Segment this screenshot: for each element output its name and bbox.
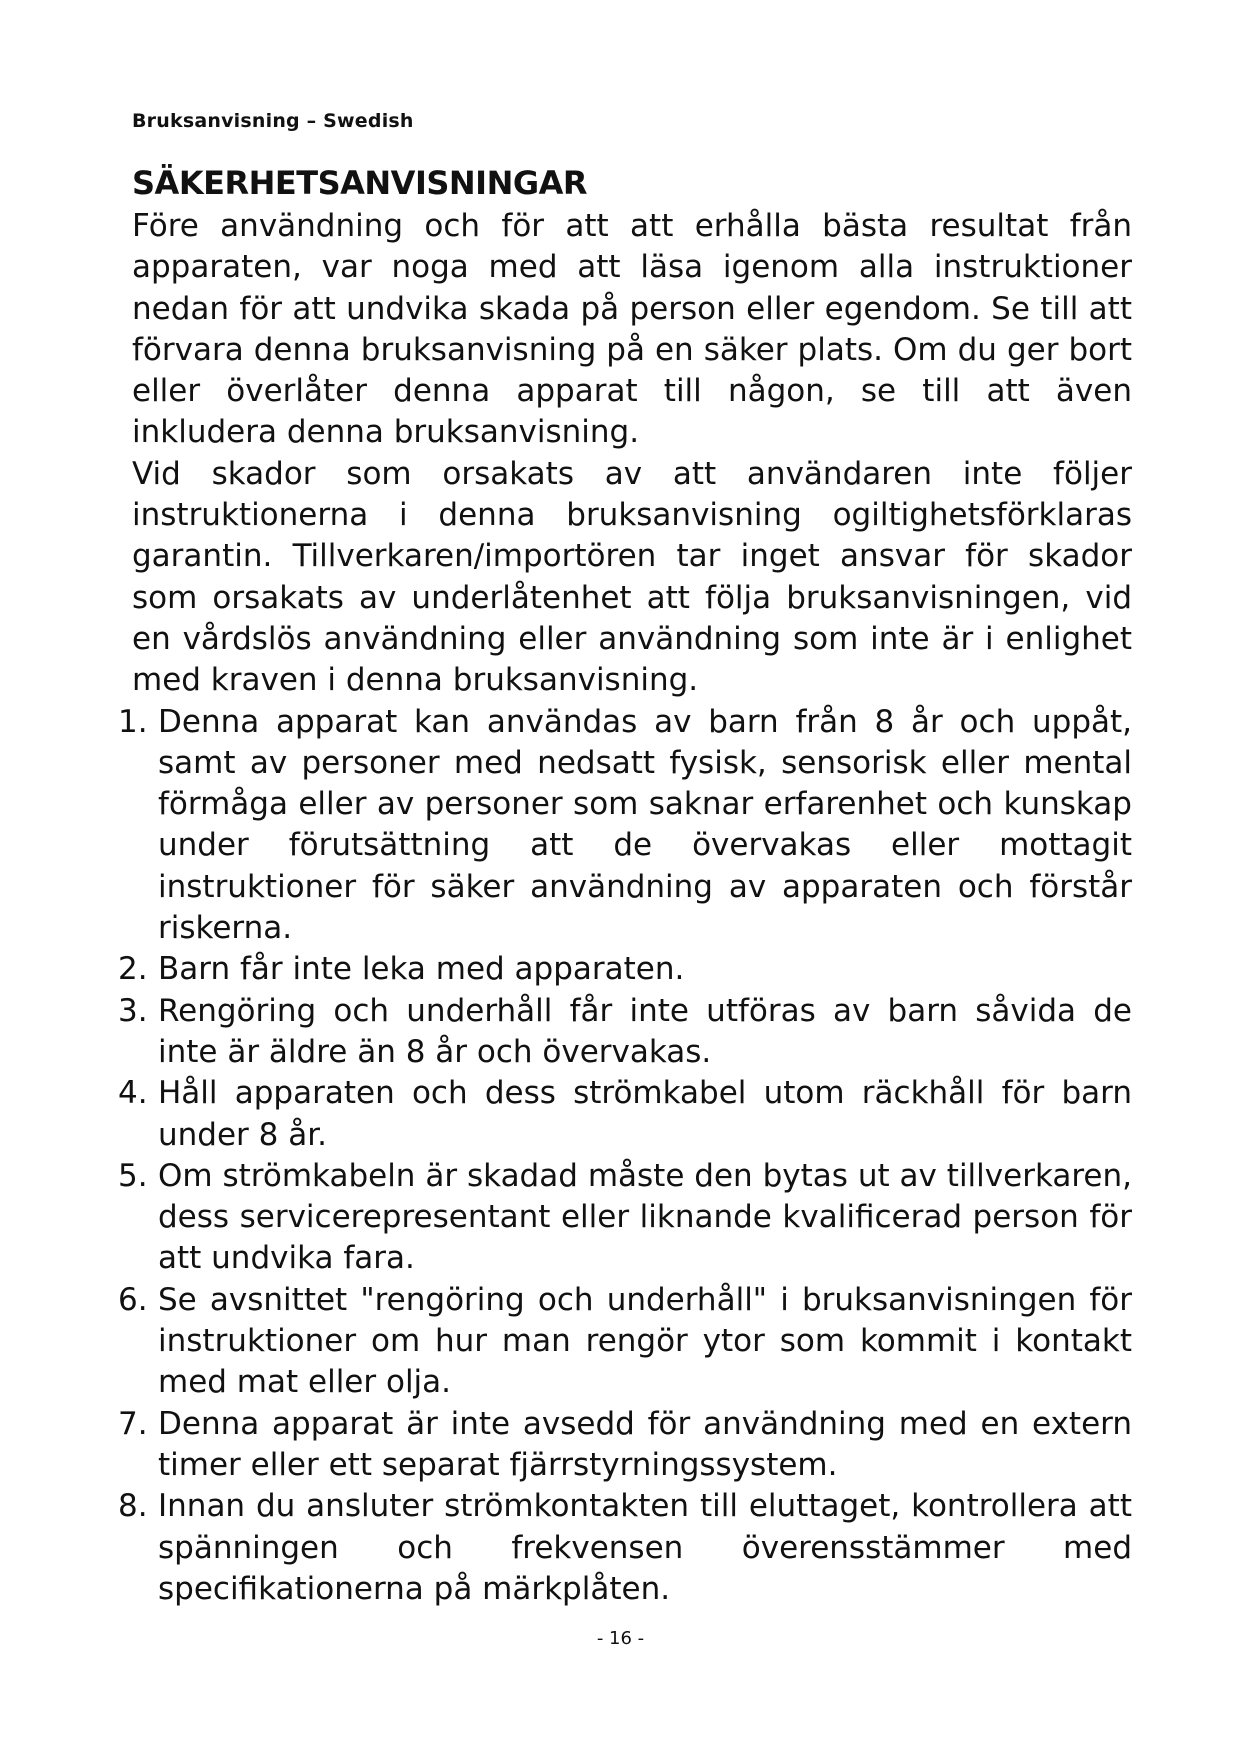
list-item-number: 6. xyxy=(118,1281,148,1318)
list-item xyxy=(118,949,1132,990)
list-item-number: 3. xyxy=(118,992,148,1029)
list-item xyxy=(118,1073,1132,1156)
list-item xyxy=(118,991,1132,1074)
list-item-text: Innan du ansluter strömkontakten till eluttaget, kontrollera att spänningen och frekvensen överensstämmer med specifikationerna på märkplåten. xyxy=(158,1488,1132,1607)
list-item xyxy=(118,1280,1132,1404)
list-item-text: Denna apparat kan användas av barn från 8 år och uppåt, samt av personer med nedsatt fysisk, sensorisk eller mental förmåga eller av personer som saknar erfarenhet och kunskap under förutsättning att de övervakas eller mottagit instruktioner för säker användning av apparaten och förstår riskerna. xyxy=(158,703,1132,947)
list-item-number: 2. xyxy=(118,951,148,988)
list-item xyxy=(118,702,1132,950)
list-item-text: Denna apparat är inte avsedd för användning med en extern timer eller ett separat fjärrstyrningssystem. xyxy=(158,1405,1132,1483)
warranty-paragraph: Vid skador som orsakats av att användaren inte följer instruktionerna i denna bruksanvisning ogiltighetsförklaras garantin. Tillverkaren/importören tar inget ansvar för skador som orsakats av underlåtenhet att följa bruksanvisningen, vid en vårdslös användning eller användning som inte är i enlighet med kraven i denna bruksanvisning. xyxy=(132,455,1132,699)
list-item-text: Om strömkabeln är skadad måste den bytas ut av tillverkaren, dess servicerepresentant eller liknande kvalificerad person för att undvika fara. xyxy=(158,1157,1132,1277)
page-number: - 16 - xyxy=(596,1628,645,1649)
intro-paragraph: Före användning och för att att erhålla bästa resultat från apparaten, var noga med att läsa igenom alla instruktioner nedan för att undvika skada på person eller egendom. Se till att förvara denna bruksanvisning på en säker plats. Om du ger bort eller överlåter denna apparat till någon, se till att även inkludera denna bruksanvisning. xyxy=(132,208,1132,451)
document-header: Bruksanvisning – Swedish xyxy=(132,110,414,132)
list-item-text: Håll apparaten och dess strömkabel utom räckhåll för barn under 8 år. xyxy=(158,1075,1132,1153)
safety-list xyxy=(118,702,1132,1611)
list-item-number: 8. xyxy=(118,1488,148,1525)
list-item xyxy=(118,1156,1132,1280)
safety-section xyxy=(118,162,1132,1610)
list-item xyxy=(118,1486,1132,1610)
section-title: SÄKERHETSANVISNINGAR xyxy=(132,164,588,202)
list-item-number: 7. xyxy=(118,1405,148,1442)
list-item-text: Se avsnittet "rengöring och underhåll" i bruksanvisningen för instruktioner om hur man rengör ytor som kommit i kontakt med mat eller olja. xyxy=(158,1281,1132,1401)
list-item-number: 5. xyxy=(118,1157,148,1194)
list-item-text: Barn får inte leka med apparaten. xyxy=(158,951,685,988)
list-item-number: 4. xyxy=(118,1075,148,1112)
list-item-number: 1. xyxy=(118,703,148,740)
list-item-text: Rengöring och underhåll får inte utföras av barn såvida de inte är äldre än 8 år och övervakas. xyxy=(158,992,1132,1070)
list-item xyxy=(118,1404,1132,1487)
